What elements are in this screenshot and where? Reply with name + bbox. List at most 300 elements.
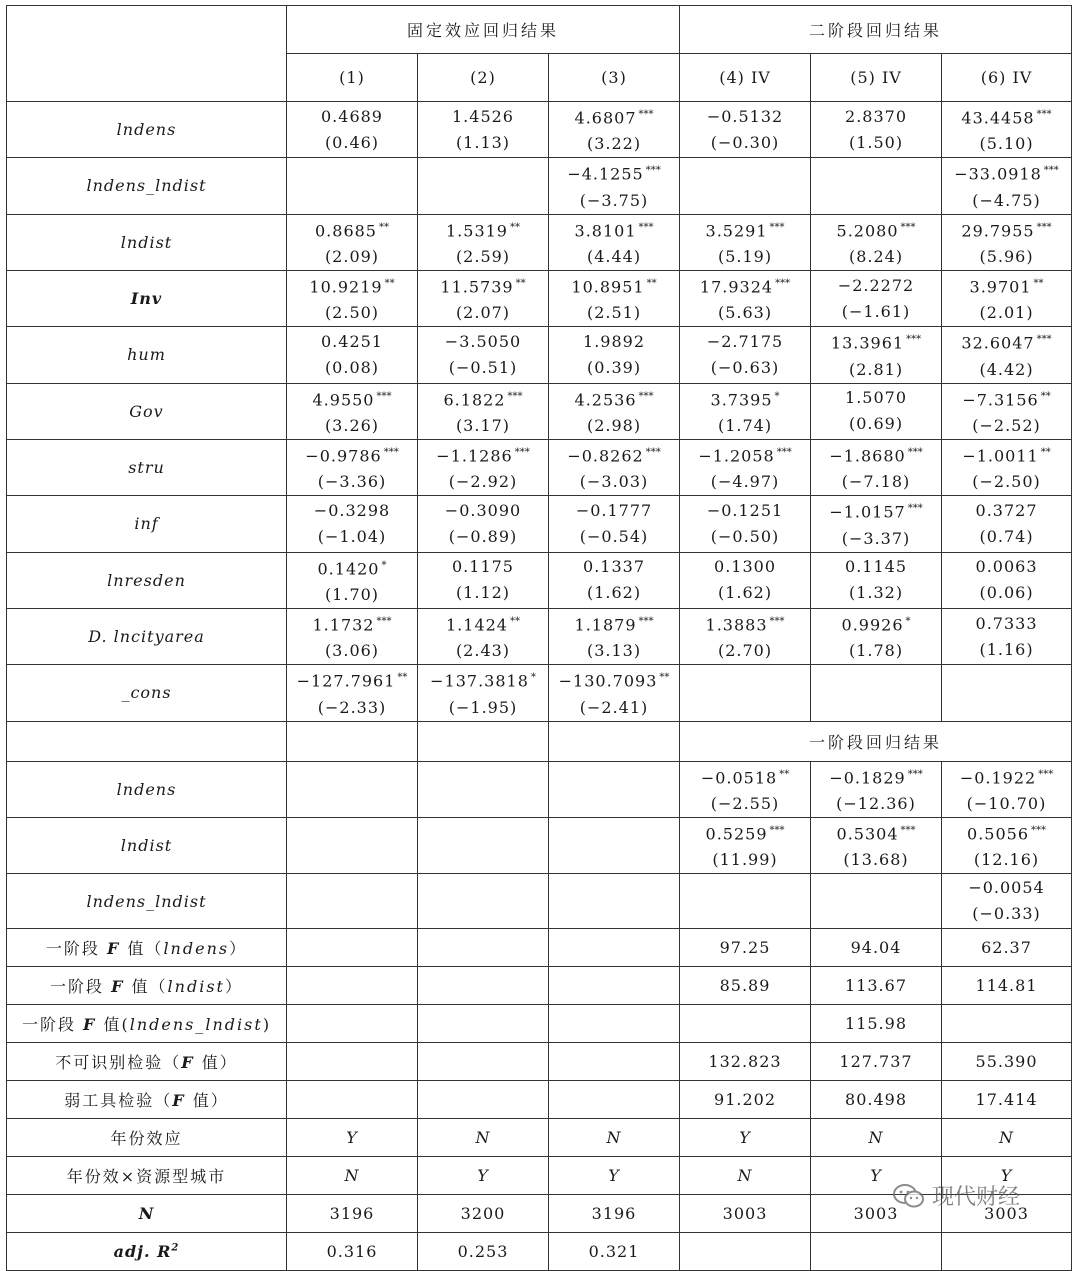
- coef-cell: [811, 552, 942, 608]
- coef-value: 32.6047: [961, 333, 1035, 353]
- stat-label-mid: 值）: [185, 1091, 229, 1111]
- empty-cell: [418, 721, 549, 761]
- t-stat: (−3.37): [841, 528, 911, 548]
- table-row: [7, 665, 1072, 721]
- significance-stars: ***: [900, 221, 916, 233]
- coef-value: 1.9892: [583, 331, 645, 351]
- coef-value: 3.8101: [574, 220, 637, 240]
- stat-value: [549, 1043, 680, 1081]
- t-stat: (−2.52): [972, 415, 1041, 435]
- t-stat: (−2.33): [317, 697, 387, 717]
- coef-value: 0.1300: [714, 557, 776, 577]
- significance-stars: **: [1033, 277, 1044, 289]
- coef-cell: [942, 102, 1072, 158]
- significance-stars: ***: [376, 615, 392, 627]
- stat-label: [7, 1081, 287, 1119]
- r2-value: 0.253: [418, 1233, 549, 1271]
- table-row: [7, 1043, 1072, 1081]
- fe-label: 年份效×资源型城市: [7, 1157, 287, 1195]
- fe-flag: Y: [680, 1119, 811, 1157]
- t-stat: (1.74): [717, 415, 773, 435]
- coef-cell: [942, 874, 1072, 929]
- coef-cell: [811, 608, 942, 664]
- stat-value: [287, 1043, 418, 1081]
- t-stat: (−4.75): [972, 190, 1041, 210]
- t-stat: (−12.36): [836, 793, 916, 813]
- stat-value: [287, 967, 418, 1005]
- significance-stars: ***: [769, 824, 785, 836]
- significance-stars: ***: [907, 503, 923, 515]
- row-label: lndens_lndist: [7, 158, 287, 214]
- t-stat: (1.70): [324, 584, 380, 604]
- stat-label-mid: 值（: [124, 977, 168, 997]
- t-stat: (−0.89): [448, 526, 518, 546]
- table-row: [7, 1119, 1072, 1157]
- stat-value: 62.37: [942, 929, 1072, 967]
- coef-cell: [549, 761, 680, 817]
- coef-cell: [287, 874, 418, 929]
- stat-label-mid: 值(: [96, 1015, 130, 1035]
- n-value: 3003: [680, 1195, 811, 1233]
- table-row: [7, 158, 1072, 214]
- stat-label-prefix: 一阶段: [50, 977, 112, 997]
- coef-value: 0.7333: [975, 613, 1038, 633]
- significance-stars: **: [397, 672, 408, 684]
- table-row: [7, 929, 1072, 967]
- coef-cell: [418, 158, 549, 214]
- t-stat: (4.44): [586, 246, 642, 266]
- r2-value: [811, 1233, 942, 1271]
- table-row: [7, 608, 1072, 664]
- coef-value: 10.9219: [309, 277, 383, 297]
- coef-value: 13.3961: [830, 333, 905, 353]
- coef-value: 0.1420: [317, 558, 380, 578]
- coef-value: 3.9701: [969, 277, 1032, 297]
- t-stat: (−1.04): [317, 526, 387, 546]
- coef-value: 0.4689: [321, 106, 383, 126]
- r2-superscript: 2: [171, 1242, 180, 1254]
- significance-stars: **: [659, 672, 670, 684]
- coef-cell: [680, 874, 811, 929]
- stat-value: 80.498: [811, 1081, 942, 1119]
- stat-label-suffix: ）: [224, 977, 243, 997]
- stat-label: [7, 1005, 287, 1043]
- significance-stars: ***: [775, 277, 791, 289]
- stat-value: 132.823: [680, 1043, 811, 1081]
- fe-flag: N: [418, 1119, 549, 1157]
- coef-value: 1.4526: [452, 106, 514, 126]
- stat-value: [418, 1081, 549, 1119]
- coef-value: 0.0063: [975, 557, 1038, 577]
- group-header-fixed-effects: 固定效应回归结果: [287, 6, 680, 54]
- coef-cell: [680, 102, 811, 158]
- n-value: 3196: [287, 1195, 418, 1233]
- coef-cell: [680, 158, 811, 214]
- coef-cell: [549, 158, 680, 214]
- stat-label-f: F: [172, 1091, 186, 1111]
- coef-cell: [549, 817, 680, 873]
- coef-cell: [418, 214, 549, 270]
- t-stat: (3.13): [586, 641, 642, 661]
- stat-value: [418, 967, 549, 1005]
- stat-value: 97.25: [680, 929, 811, 967]
- t-stat: (−0.50): [710, 526, 780, 546]
- t-stat: (−2.92): [448, 472, 518, 492]
- coef-cell: [942, 608, 1072, 664]
- empty-cell: [549, 721, 680, 761]
- stat-value: 85.89: [680, 967, 811, 1005]
- significance-stars: ***: [900, 824, 916, 836]
- t-stat: (1.62): [586, 583, 642, 603]
- significance-stars: **: [378, 221, 389, 233]
- table-row: [7, 439, 1072, 495]
- stat-label-prefix: 一阶段: [21, 1015, 84, 1035]
- coef-cell: [418, 761, 549, 817]
- table-row: [7, 1081, 1072, 1119]
- coef-value: −2.7175: [706, 331, 784, 351]
- significance-stars: **: [1040, 390, 1051, 402]
- stat-value: 94.04: [811, 929, 942, 967]
- stat-value: [418, 929, 549, 967]
- coef-cell: [680, 214, 811, 270]
- coef-value: −0.8262: [567, 446, 644, 466]
- t-stat: (2.43): [455, 641, 511, 661]
- t-stat: (1.50): [848, 132, 904, 152]
- coef-cell: [549, 608, 680, 664]
- significance-stars: **: [509, 615, 520, 627]
- col-header: (1): [287, 54, 418, 102]
- stat-value: [287, 1005, 418, 1043]
- r2-value: [942, 1233, 1072, 1271]
- t-stat: (−0.30): [710, 132, 780, 152]
- fe-flag: N: [942, 1119, 1072, 1157]
- significance-stars: ***: [776, 446, 792, 458]
- table-row: [7, 967, 1072, 1005]
- fe-flag: Y: [418, 1157, 549, 1195]
- coef-value: −0.1777: [575, 500, 653, 520]
- significance-stars: ***: [1031, 824, 1046, 836]
- stat-value: 115.98: [811, 1005, 942, 1043]
- t-stat: (13.68): [843, 850, 909, 870]
- significance-stars: **: [779, 768, 790, 780]
- coef-value: 43.4458: [961, 108, 1035, 128]
- coef-cell: [549, 383, 680, 439]
- t-stat: (0.74): [979, 526, 1034, 546]
- table-row: [7, 102, 1072, 158]
- row-label: lndens: [7, 102, 287, 158]
- r2-value: 0.321: [549, 1233, 680, 1271]
- significance-stars: ***: [907, 446, 923, 458]
- t-stat: (1.78): [848, 641, 904, 661]
- coef-cell: [942, 327, 1072, 383]
- coef-value: −1.0011: [962, 446, 1039, 466]
- coef-cell: [942, 761, 1072, 817]
- coef-value: 5.2080: [836, 220, 899, 240]
- t-stat: (5.19): [717, 246, 773, 266]
- coef-cell: [680, 608, 811, 664]
- t-stat: (5.10): [979, 134, 1034, 154]
- significance-stars: ***: [1036, 109, 1052, 120]
- coef-value: −33.0918: [954, 164, 1042, 184]
- t-stat: (−2.50): [972, 472, 1041, 492]
- t-stat: (11.99): [712, 850, 778, 870]
- fe-flag: Y: [287, 1119, 418, 1157]
- coef-value: 4.9550: [312, 389, 375, 409]
- coef-cell: [418, 552, 549, 608]
- stat-label: [7, 967, 287, 1005]
- t-stat: (2.59): [455, 246, 511, 266]
- coef-cell: [418, 270, 549, 326]
- significance-stars: ***: [906, 334, 922, 346]
- coef-value: 0.5304: [836, 824, 899, 844]
- coef-value: 2.8370: [845, 106, 907, 126]
- coef-cell: [942, 496, 1072, 552]
- stat-value: [418, 1043, 549, 1081]
- fe-flag: Y: [811, 1157, 942, 1195]
- t-stat: (0.08): [324, 357, 380, 377]
- row-label: hum: [7, 327, 287, 383]
- significance-stars: ***: [1043, 165, 1059, 177]
- t-stat: (5.96): [979, 246, 1034, 266]
- coef-cell: [680, 552, 811, 608]
- stat-label-mid: 值（: [120, 939, 164, 959]
- significance-stars: ***: [769, 221, 785, 233]
- table-row: [7, 552, 1072, 608]
- t-stat: (−0.33): [972, 904, 1041, 924]
- coef-value: −137.3818: [430, 671, 529, 691]
- coef-value: −0.0054: [968, 878, 1045, 898]
- coef-value: 3.5291: [705, 220, 768, 240]
- col-header: (4) IV: [680, 54, 811, 102]
- stat-label-mid: 值）: [194, 1053, 238, 1073]
- coef-cell: [680, 817, 811, 873]
- t-stat: (2.51): [586, 303, 642, 323]
- significance-stars: ***: [1038, 768, 1054, 780]
- coef-cell: [287, 270, 418, 326]
- significance-stars: **: [646, 277, 657, 289]
- significance-stars: ***: [769, 615, 785, 627]
- stat-value: [942, 1005, 1072, 1043]
- coef-cell: [680, 383, 811, 439]
- row-label: stru: [7, 439, 287, 495]
- coef-cell: [811, 102, 942, 158]
- row-label: inf: [7, 496, 287, 552]
- coef-cell: [287, 817, 418, 873]
- significance-stars: **: [509, 221, 520, 233]
- table-row: [7, 817, 1072, 873]
- fe-flag: Y: [549, 1157, 680, 1195]
- coef-cell: [287, 214, 418, 270]
- significance-stars: ***: [645, 165, 661, 177]
- coef-value: 1.3883: [705, 615, 768, 635]
- coef-cell: [418, 383, 549, 439]
- col-header: (6) IV: [942, 54, 1072, 102]
- coef-cell: [418, 608, 549, 664]
- coef-cell: [680, 665, 811, 721]
- coef-value: 0.8685: [315, 220, 377, 240]
- t-stat: (2.81): [848, 359, 904, 379]
- row-label: lndist: [7, 214, 287, 270]
- coef-cell: [680, 439, 811, 495]
- significance-stars: ***: [507, 390, 523, 402]
- coef-cell: [549, 552, 680, 608]
- coef-cell: [418, 102, 549, 158]
- r2-label-text: adj. R: [113, 1242, 172, 1262]
- t-stat: (12.16): [973, 850, 1040, 870]
- coef-value: −3.5050: [444, 331, 522, 351]
- n-value: 3003: [942, 1195, 1072, 1233]
- watermark-text: 现代财经: [932, 1185, 1021, 1210]
- coef-cell: [287, 439, 418, 495]
- coef-value: −1.1286: [436, 446, 513, 466]
- stat-label-suffix: ): [262, 1015, 272, 1035]
- stat-value: [680, 1005, 811, 1043]
- coef-cell: [287, 665, 418, 721]
- group-header-second-stage: 二阶段回归结果: [680, 6, 1072, 54]
- coef-value: −0.1922: [959, 767, 1037, 787]
- coef-value: 17.9324: [699, 277, 774, 297]
- stat-label-f: F: [83, 1015, 97, 1035]
- t-stat: (4.42): [979, 359, 1034, 379]
- t-stat: (1.13): [455, 132, 511, 152]
- stat-label-var: lndens: [163, 939, 230, 959]
- coef-cell: [549, 496, 680, 552]
- coef-cell: [287, 608, 418, 664]
- row-label: lndist: [7, 817, 287, 873]
- coef-value: 1.1424: [446, 615, 508, 635]
- fe-flag: Y: [942, 1157, 1072, 1195]
- coef-cell: [680, 327, 811, 383]
- stat-label-prefix: 一阶段: [45, 939, 107, 959]
- coef-cell: [287, 383, 418, 439]
- t-stat: (0.39): [586, 357, 642, 377]
- coef-cell: [287, 552, 418, 608]
- coef-value: −2.2272: [837, 275, 915, 295]
- row-label: lnresden: [7, 552, 287, 608]
- coef-cell: [680, 270, 811, 326]
- t-stat: (−2.41): [579, 697, 649, 717]
- coef-value: 0.5056: [967, 824, 1029, 844]
- regression-table: [6, 5, 1072, 1271]
- wechat-icon: [892, 1183, 926, 1209]
- coef-value: 11.5739: [440, 277, 514, 297]
- coef-cell: [811, 761, 942, 817]
- stat-value: 114.81: [942, 967, 1072, 1005]
- coef-cell: [418, 327, 549, 383]
- significance-stars: **: [384, 277, 395, 289]
- significance-stars: ***: [1036, 334, 1052, 346]
- coef-value: −1.0157: [829, 502, 906, 522]
- t-stat: (−10.70): [966, 793, 1047, 813]
- coef-cell: [287, 102, 418, 158]
- coef-value: 0.3727: [975, 500, 1038, 520]
- coef-cell: [942, 439, 1072, 495]
- t-stat: (2.07): [455, 303, 511, 323]
- coef-cell: [811, 327, 942, 383]
- fe-flag: N: [680, 1157, 811, 1195]
- significance-stars: ***: [638, 109, 654, 120]
- coef-cell: [287, 327, 418, 383]
- col-header: (2): [418, 54, 549, 102]
- t-stat: (3.17): [455, 415, 511, 435]
- stat-value: [549, 1005, 680, 1043]
- coef-value: −0.0518: [700, 767, 778, 787]
- t-stat: (−0.51): [448, 357, 518, 377]
- stat-label: [7, 929, 287, 967]
- table-row: [7, 496, 1072, 552]
- t-stat: (3.22): [586, 134, 642, 154]
- coef-cell: [549, 439, 680, 495]
- t-stat: (2.70): [717, 641, 773, 661]
- stat-value: [287, 1081, 418, 1119]
- coef-value: 0.5259: [705, 824, 768, 844]
- coef-cell: [287, 761, 418, 817]
- coef-cell: [680, 496, 811, 552]
- stat-label-var: lndist: [167, 977, 225, 997]
- t-stat: (0.06): [979, 583, 1034, 603]
- fe-flag: N: [287, 1157, 418, 1195]
- r2-label: [7, 1233, 287, 1271]
- coef-value: 6.1822: [443, 389, 506, 409]
- coef-value: −0.1251: [706, 500, 784, 520]
- stat-value: [549, 929, 680, 967]
- stat-label-prefix: 不可识别检验（: [55, 1053, 182, 1073]
- stat-value: 113.67: [811, 967, 942, 1005]
- stat-label-f: F: [111, 977, 125, 997]
- group-header-first-stage: 一阶段回归结果: [680, 721, 1072, 761]
- row-label: lndens_lndist: [7, 874, 287, 929]
- table-row: [7, 214, 1072, 270]
- coef-cell: [418, 439, 549, 495]
- significance-stars: *: [774, 390, 780, 402]
- t-stat: (1.12): [455, 583, 511, 603]
- coef-value: −0.5132: [706, 106, 784, 126]
- stat-label: [7, 1043, 287, 1081]
- stat-value: [549, 1081, 680, 1119]
- significance-stars: ***: [383, 446, 399, 458]
- t-stat: (−2.55): [710, 793, 780, 813]
- r2-value: 0.316: [287, 1233, 418, 1271]
- coef-cell: [287, 496, 418, 552]
- stat-label-f: F: [106, 939, 121, 959]
- significance-stars: *: [530, 672, 536, 684]
- n-value: 3196: [549, 1195, 680, 1233]
- coef-cell: [942, 383, 1072, 439]
- watermark: [892, 1180, 1020, 1211]
- significance-stars: ***: [645, 446, 661, 458]
- significance-stars: ***: [638, 221, 654, 233]
- n-label: N: [7, 1195, 287, 1233]
- coef-value: 3.7395: [710, 389, 773, 409]
- table-row: [7, 1005, 1072, 1043]
- table-row: [7, 327, 1072, 383]
- stat-label-f: F: [181, 1053, 195, 1073]
- stat-label-prefix: 弱工具检验（: [64, 1091, 173, 1111]
- t-stat: (−3.03): [579, 472, 649, 492]
- coef-cell: [942, 552, 1072, 608]
- t-stat: (0.69): [848, 414, 904, 434]
- significance-stars: ***: [907, 768, 923, 780]
- t-stat: (1.16): [979, 639, 1034, 659]
- table-row: [7, 270, 1072, 326]
- row-label: _cons: [7, 665, 287, 721]
- coef-cell: [811, 496, 942, 552]
- t-stat: (−3.36): [317, 472, 387, 492]
- fe-label: 年份效应: [7, 1119, 287, 1157]
- coef-value: 0.1145: [845, 557, 907, 577]
- corner-cell: [7, 6, 287, 102]
- stat-value: [549, 967, 680, 1005]
